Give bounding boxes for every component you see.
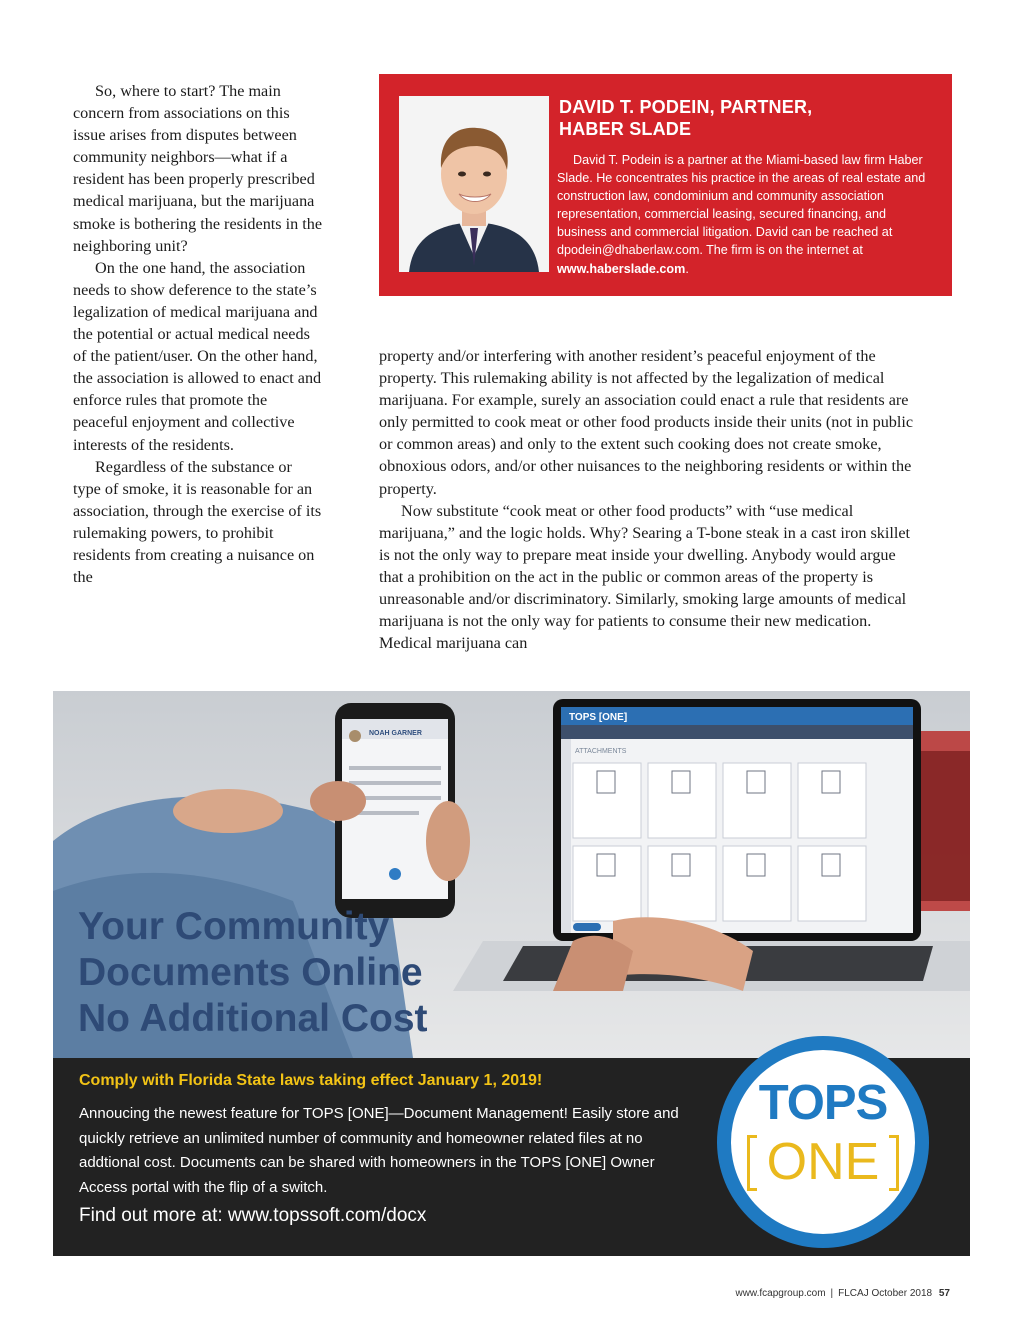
- left-paragraph-3: Regardless of the substance or type of smoke, it is reasonable for an association, through the exercise of its rulemaking powers, to prohibit residents from creating a nuisance on the: [73, 457, 322, 587]
- author-bio-text: [557, 151, 937, 278]
- right-bracket-icon: [889, 1135, 899, 1191]
- ad-find-out-link[interactable]: Find out more at: www.topssoft.com/docx: [79, 1205, 427, 1226]
- logo-one-group: [745, 1131, 901, 1195]
- ad-headline: [78, 904, 558, 1042]
- author-bio-box: [379, 74, 952, 296]
- author-photo: [399, 96, 549, 272]
- ad-headline-line-2: Documents Online: [78, 951, 423, 994]
- right-column: [379, 345, 919, 654]
- footer-issue: October 2018: [871, 1288, 933, 1299]
- tops-one-advertisement: [53, 691, 970, 1256]
- ad-body-text: Annoucing the newest feature for TOPS [ONE]—Document Management! Easily store and quickly retrieve an unlimited number of community and homeowner related files at no addtional cost. Documents can be shared with homeowners in the TOPS [ONE] Owner Access portal with the flip of a switch.: [79, 1105, 679, 1196]
- author-name: [559, 96, 939, 140]
- ad-headline-line-3: No Additional Cost: [78, 997, 428, 1040]
- ad-comply-heading: Comply with Florida State laws taking effect January 1, 2019!: [79, 1072, 543, 1089]
- ad-headline-line-1: Your Community: [78, 905, 390, 948]
- right-paragraph-1: property and/or interfering with another resident’s peaceful enjoyment of the property. This rulemaking ability is not affected by the legalization of medical marijuana. For example, surely an association could enact a rule that residents are only permitted to cook meat or other food products inside their units (not in public or common areas) and only to the extent such cooking does not create smoke, obnoxious odors, and/or other nuisances to the neighboring residents or within the property.: [379, 347, 914, 498]
- attachments-label: ATTACHMENTS: [575, 748, 627, 755]
- left-paragraph-1: So, where to start? The main concern from associations on this issue arises from disputes between community neighbors—what if a resident has been properly prescribed medical marijuana, but the marijuana smoke is bothering the residents in the neighboring unit?: [73, 82, 323, 255]
- bio-website-link[interactable]: www.haberslade.com: [557, 261, 686, 276]
- left-column: [73, 80, 323, 588]
- footer-site[interactable]: www.fcapgroup.com: [735, 1288, 826, 1299]
- footer-publication: FLCAJ: [838, 1288, 869, 1299]
- logo-one-word: ONE: [766, 1133, 880, 1191]
- app-logo-text: TOPS [ONE]: [569, 712, 628, 723]
- logo-tops-word: TOPS: [758, 1076, 888, 1130]
- footer-separator: |: [830, 1288, 834, 1299]
- page-number: 57: [938, 1288, 950, 1299]
- bio-description: David T. Podein is a partner at the Miami-based law firm Haber Slade. He concentrates his practice in the areas of real estate and construction law, condominium and community association representation, commercial leasing, secured financing, and business and commercial litigation. David can be reached at dpodein@dhaberlaw.com. The firm is on the internet at: [557, 153, 926, 258]
- page-footer: [735, 1288, 950, 1299]
- right-paragraph-2: Now substitute “cook meat or other food products” with “use medical marijuana,” and the logic holds. Why? Searing a T-bone steak in a cast iron skillet is not the only way to prepare meat inside your dwelling. Anybody would argue that a prohibition on the act in the public or common areas of the property is unreasonable and/or discriminatory. Similarly, smoking large amounts of medical marijuana is not the only way for patients to consume their new medication. Medical marijuana can: [379, 501, 911, 653]
- author-name-line-2: HABER SLADE: [559, 119, 692, 139]
- author-name-line-1: DAVID T. PODEIN, PARTNER,: [559, 97, 813, 117]
- tops-one-logo: [717, 1036, 929, 1248]
- left-paragraph-2: On the one hand, the association needs to show deference to the state’s legalization of medical marijuana and the potential or actual medical needs of the patient/user. On the other hand, the association is allowed to enact and enforce rules that promote the peaceful enjoyment and collective interests of the residents.: [73, 258, 322, 454]
- bio-period: .: [685, 261, 689, 276]
- phone-user-name: NOAH GARNER: [369, 730, 422, 737]
